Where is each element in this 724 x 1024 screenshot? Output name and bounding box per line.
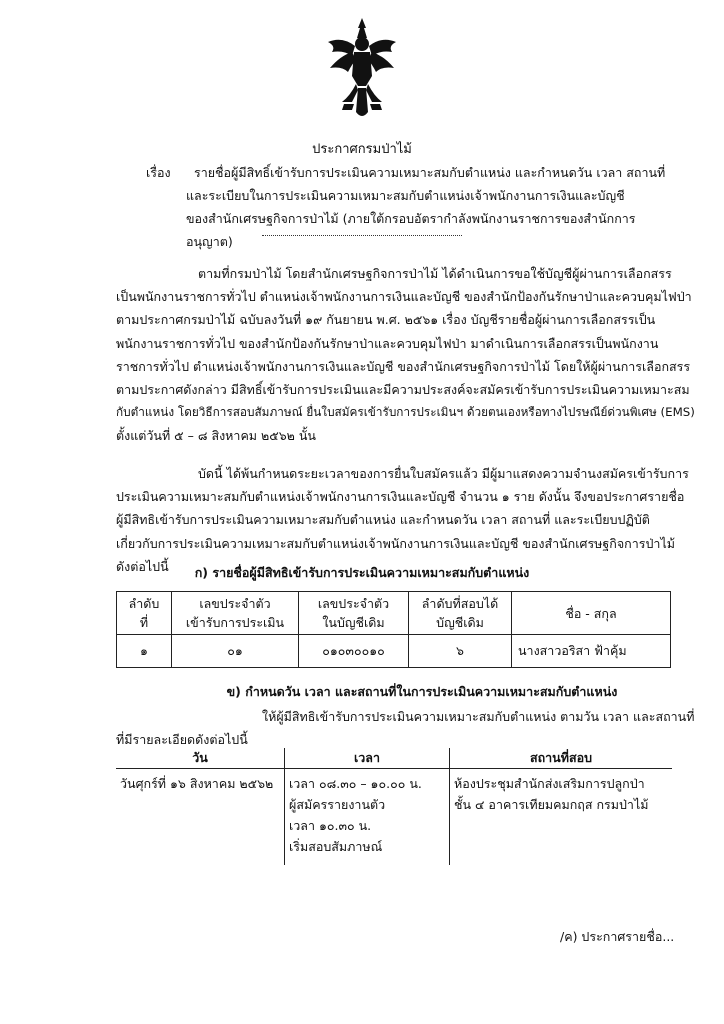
announcement-title: ประกาศกรมป่าไม้ <box>312 142 412 157</box>
paragraph-line: ตามประกาศดังกล่าว มีสิทธิ์เข้ารับการประเมินและมีความประสงค์จะสมัครเข้ารับการประเมินความเหมาะสม <box>116 382 690 398</box>
paragraph-line: ตั้งแต่วันที่ ๕ – ๘ สิงหาคม ๒๕๖๒ นั้น <box>116 428 316 444</box>
header-text: เลขประจำตัว <box>317 596 390 611</box>
subject-block <box>146 161 666 253</box>
paragraph-line: กับตำแหน่ง โดยวิธีการสอบสัมภาษณ์ ยื่นใบสมัครเข้ารับการประเมินฯ ด้วยตนเองหรือทางไปรษณีย์ด่วนพิเศษ (EMS) <box>116 405 695 420</box>
table-row <box>117 635 671 668</box>
schedule-table <box>116 748 672 865</box>
time-line: เริ่มสอบสัมภาษณ์ <box>289 839 383 854</box>
header-cell-name <box>512 592 671 635</box>
header-cell-time: เวลา <box>285 748 450 769</box>
place-line: ห้องประชุมสำนักส่งเสริมการปลูกป่า <box>454 776 645 791</box>
subject-line: และระเบียบในการประเมินความเหมาะสมกับตำแหน่งเจ้าพนักงานการเงินและบัญชี <box>186 188 625 203</box>
header-text: ลำดับ <box>128 596 160 611</box>
paragraph-line: เป็นพนักงานราชการทั่วไป ตำแหน่งเจ้าพนักงานการเงินและบัญชี ของสำนักป้องกันรักษาป่าและควบคุมไฟป่า <box>116 289 692 305</box>
time-line: ผู้สมัครรายงานตัว <box>289 797 386 812</box>
paragraph-line: บัดนี้ ได้พ้นกำหนดระยะเวลาของการยื่นใบสมัครแล้ว มีผู้มาแสดงความจำนงสมัครเข้ารับการ <box>198 466 689 481</box>
subject-line: ของสำนักเศรษฐกิจการป่าไม้ (ภายใต้กรอบอัตรากำลังพนักงานราชการของสำนักการอนุญาต) <box>186 211 636 249</box>
section-b-intro <box>116 705 695 751</box>
paragraph-line: เกี่ยวกับการประเมินความเหมาะสมกับตำแหน่งเจ้าพนักงานการเงินและบัญชี ของสำนักเศรษฐกิจการป่าไม้ <box>116 535 675 551</box>
cell-time <box>285 769 450 866</box>
header-cell-place: สถานที่สอบ <box>450 748 673 769</box>
place-line: ชั้น ๔ อาคารเทียมคมกฤส กรมป่าไม้ <box>454 797 649 812</box>
paragraph-line: ดังต่อไปนี้ <box>116 558 169 574</box>
time-line: เวลา ๑๐.๓๐ น. <box>289 818 372 833</box>
cell-place <box>450 769 673 866</box>
cell-old-id: ๐๑๐๓๐๐๑๐ <box>299 635 409 668</box>
header-cell-day: วัน <box>116 748 285 769</box>
paragraph-line: ตามประกาศกรมป่าไม้ ฉบับลงวันที่ ๑๙ กันยายน พ.ศ. ๒๕๖๑ เรื่อง บัญชีรายชื่อผู้ผ่านการเลือกสรรเป็น <box>116 312 656 328</box>
table-header-row <box>117 592 671 635</box>
header-text: ในบัญชีเดิม <box>322 615 385 630</box>
garuda-emblem <box>322 16 402 124</box>
header-cell-rank <box>409 592 512 635</box>
cell-day <box>116 769 285 866</box>
cell-candidate-id: ๐๑ <box>172 635 299 668</box>
table-row <box>116 769 672 866</box>
header-text: เลขประจำตัว <box>199 596 271 611</box>
day-text: วันศุกร์ที่ ๑๖ สิงหาคม ๒๕๖๒ <box>120 776 274 791</box>
paragraph-line: ราชการทั่วไป ตำแหน่งเจ้าพนักงานการเงินและบัญชี ของสำนักเศรษฐกิจการป่าไม้ โดยให้ผู้ผ่านการเลือกสรร <box>116 358 691 374</box>
paragraph-line: ให้ผู้มีสิทธิเข้ารับการประเมินความเหมาะสมกับตำแหน่ง ตามวัน เวลา และสถานที่ <box>262 709 695 724</box>
cell-rank: ๖ <box>409 635 512 668</box>
section-a-heading: ก) รายชื่อผู้มีสิทธิเข้ารับการประเมินความเหมาะสมกับตำแหน่ง <box>194 565 530 580</box>
paragraph-line: ประเมินความเหมาะสมกับตำแหน่งเจ้าพนักงานการเงินและบัญชี จำนวน ๑ ราย ดังนั้น จึงขอประกาศรายชื่อ <box>116 489 685 505</box>
table-header-row <box>116 748 672 769</box>
header-cell-old-id <box>299 592 409 635</box>
time-line: เวลา ๐๘.๓๐ – ๑๐.๐๐ น. <box>289 776 422 791</box>
header-text: เข้ารับการประเมิน <box>185 615 285 630</box>
header-text: บัญชีเดิม <box>436 615 484 630</box>
header-text: ลำดับที่สอบได้ <box>421 596 499 611</box>
dotted-separator <box>262 235 462 236</box>
header-cell-order <box>117 592 172 635</box>
cell-order: ๑ <box>117 635 172 668</box>
continuation-note: /ค) ประกาศรายชื่อ... <box>560 929 675 944</box>
header-text: ชื่อ - สกุล <box>565 605 617 621</box>
paragraph-line: ที่มีรายละเอียดดังต่อไปนี้ <box>116 732 248 748</box>
header-text: ที่ <box>139 615 149 630</box>
paragraph-line: ตามที่กรมป่าไม้ โดยสำนักเศรษฐกิจการป่าไม้ ได้ดำเนินการขอใช้บัญชีผู้ผ่านการเลือกสรร <box>198 266 672 281</box>
paragraph-line: พนักงานราชการทั่วไป ของสำนักป้องกันรักษาป่าและควบคุมไฟป่า มาดำเนินการเลือกสรรเป็นพนักงาน <box>116 335 659 351</box>
paragraph-2 <box>116 462 689 578</box>
paragraph-line: ผู้มีสิทธิเข้ารับการประเมินความเหมาะสมกับตำแหน่ง และกำหนดวัน เวลา สถานที่ และระเบียบปฏิบัติ <box>116 512 650 528</box>
subject-line: รายชื่อผู้มีสิทธิ์เข้ารับการประเมินความเหมาะสมกับตำแหน่ง และกำหนดวัน เวลา สถานที่ <box>194 165 666 180</box>
section-b-heading: ข) กำหนดวัน เวลา และสถานที่ในการประเมินความเหมาะสมกับตำแหน่ง <box>226 684 618 699</box>
candidate-table <box>116 591 671 668</box>
cell-name: นางสาวอริสา ฟ้าคุ้ม <box>512 635 671 668</box>
header-cell-candidate-id <box>172 592 299 635</box>
subject-label: เรื่อง <box>146 165 171 180</box>
paragraph-1 <box>116 262 695 448</box>
